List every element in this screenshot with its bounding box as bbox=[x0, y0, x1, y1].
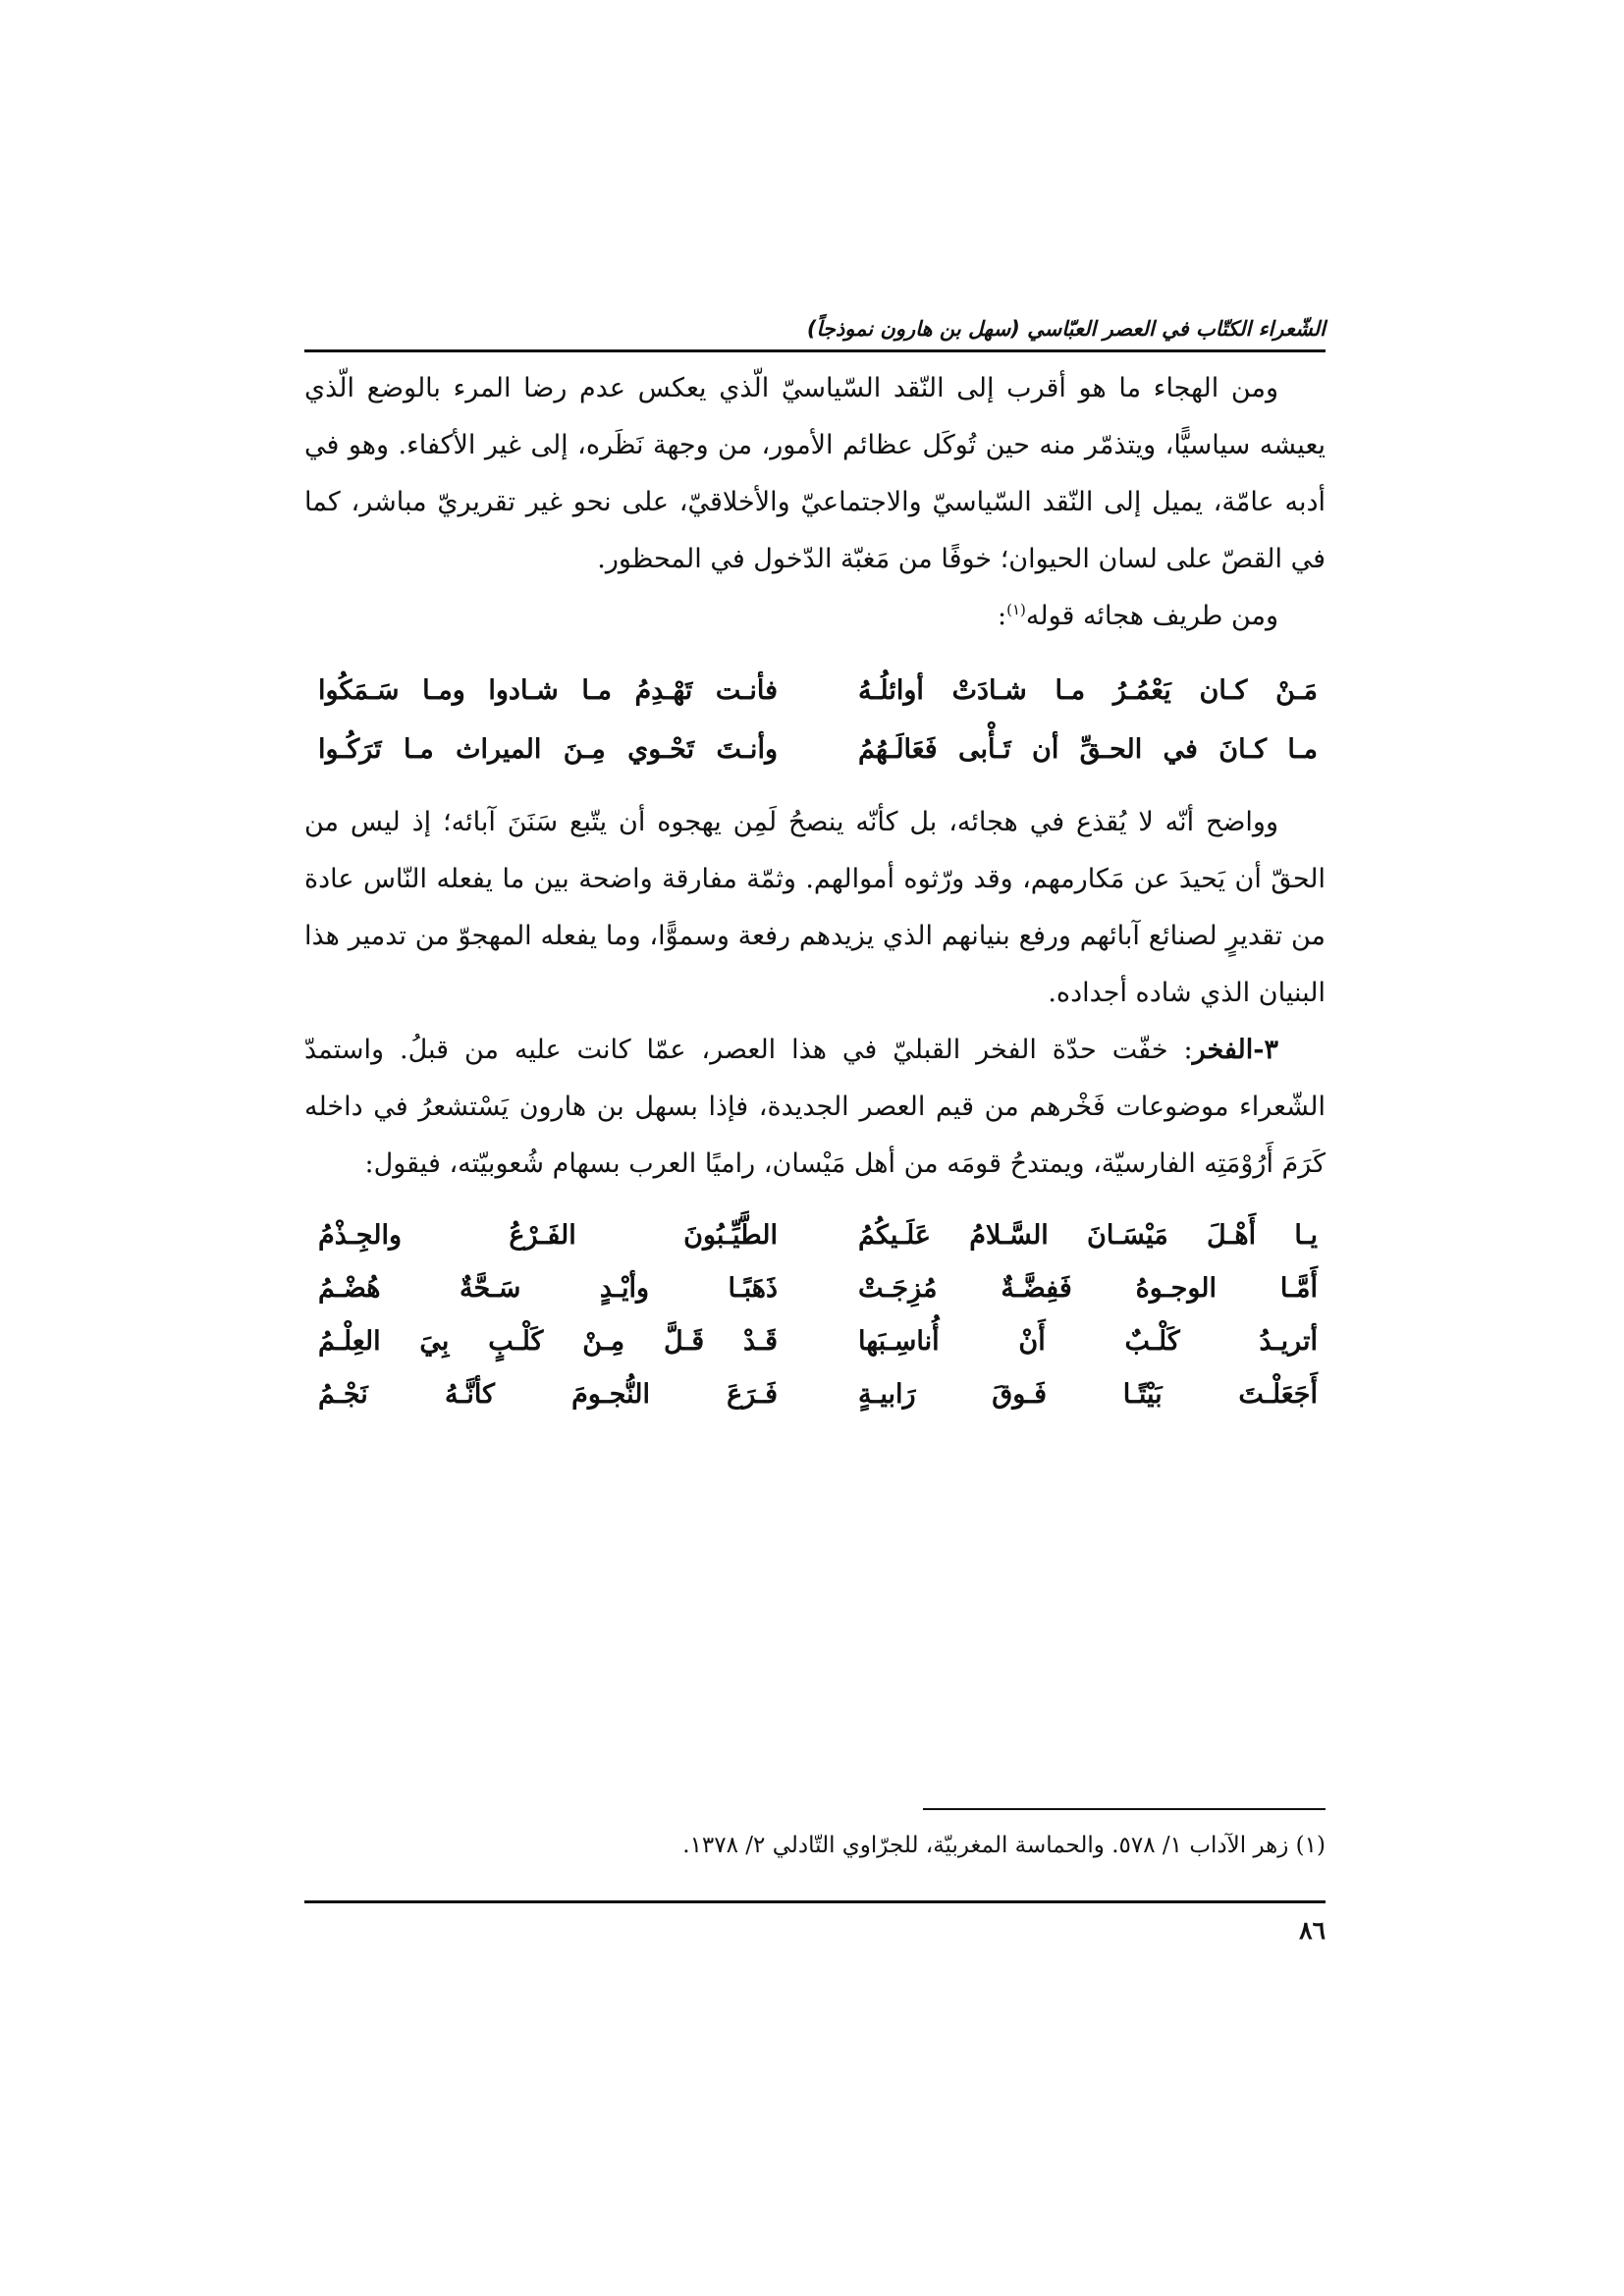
verse-second-hemistich: ذَهَبًـا وأيْـدٍ سَـحَّةٌ هُضْـمُ bbox=[318, 1272, 778, 1304]
running-header-title: الشّعراء الكتّاب في العصر العبّاسي (سهل بن هارون نموذجاً) bbox=[806, 317, 1326, 341]
footnote-marker: (١) bbox=[1006, 601, 1026, 618]
footer-rule bbox=[304, 1900, 1326, 1903]
footnote-separator bbox=[923, 1808, 1326, 1810]
verse-second-hemistich: فَـرَعَ النُّجـومَ كأنَّـهُ نَجْـمُ bbox=[318, 1378, 778, 1410]
boasting-text: : خفّت حدّة الفخر القبليّ في هذا العصر، عمّا كانت عليه من قبلُ. واستمدّ الشّعراء موضوعات فَخْرهم من قيم العصر الجديدة، فإذا بسهل بن هارون يَسْتشعرُ في داخله كَرَمَ أَرُوْمَتِه الفارسيّة، ويمتدحُ قومَه من أهل مَيْسان، راميًا العرب بسهام شُعوبيّته، فيقول: bbox=[304, 1035, 1326, 1179]
verse-first-hemistich: مـا كـانَ في الحـقِّ أن تَـأْبى فَعَالَـهُمُ bbox=[858, 733, 1318, 765]
verse-line bbox=[304, 1367, 1326, 1420]
verse-line bbox=[304, 1314, 1326, 1367]
verse-second-hemistich: وأنـتَ تَحْـوي مِـنَ الميراث مـا تَرَكُـوا bbox=[318, 733, 778, 765]
verse-second-hemistich: قَـدْ قَـلَّ مِـنْ كَلْـبٍ بِيَ العِلْـمُ bbox=[318, 1325, 778, 1357]
verse-block-satire bbox=[304, 661, 1326, 778]
verse-line bbox=[304, 720, 1326, 778]
verse-intro-colon: : bbox=[998, 601, 1007, 631]
page-number: ٨٦ bbox=[1299, 1916, 1326, 1945]
paragraph-boasting bbox=[304, 1022, 1326, 1193]
verse-first-hemistich: أَمَّـا الوجـوهُ فَفِضَّـةٌ مُزِجَـتْ bbox=[858, 1272, 1318, 1304]
paragraph-verse-intro bbox=[304, 588, 1326, 645]
page-body bbox=[304, 360, 1326, 1420]
book-page bbox=[304, 314, 1326, 1945]
footnote-text: (١) زهر الآداب ١/ ٥٧٨. والحماسة المغربيّة، للجرّاوي التّادلي ٢/ ١٣٧٨. bbox=[682, 1833, 1326, 1858]
verse-intro-text: ومن طريف هجائه قوله bbox=[1025, 601, 1278, 631]
header-rule bbox=[304, 349, 1326, 352]
verse-first-hemistich: يـا أَهْـلَ مَيْسَـانَ السَّـلامُ عَلَـيكُمُ bbox=[858, 1219, 1318, 1251]
verse-first-hemistich: أَجَعَلْـتَ بَيْتًـا فَـوقَ رَابيـةٍ bbox=[858, 1378, 1318, 1410]
footnote-area bbox=[304, 1808, 1326, 1863]
verse-line bbox=[304, 1261, 1326, 1314]
verse-line bbox=[304, 661, 1326, 720]
verse-line bbox=[304, 1208, 1326, 1261]
verse-second-hemistich: فأنـت تَهْـدِمُ مـا شـادوا ومـا سَـمَكُوا bbox=[318, 674, 778, 706]
paragraph-satire-analysis: وواضح أنّه لا يُقذع في هجائه، بل كأنّه ينصحُ لَمِن يهجوه أن يتّبع سَنَنَ آبائه؛ إذ ليس من الحقّ أن يَحيدَ عن مَكارمهم، وقد ورّثوه أموالهم. وثمّة مفارقة واضحة بين ما يفعله النّاس عادة من تقديرٍ لصنائع آبائهم ورفع بنيانهم الذي يزيدهم رفعة وسموًّا، وما يفعله المهجوّ من تدمير هذا البنيان الذي شاده أجداده. bbox=[304, 807, 1326, 1008]
paragraph-political-satire: ومن الهجاء ما هو أقرب إلى النّقد السّياسيّ الّذي يعكس عدم رضا المرء بالوضع الّذي يعيشه سياسيًّا، ويتذمّر منه حين تُوكَل عظائم الأمور، من وجهة نَظَره، إلى غير الأكفاء. وهو في أدبه عامّة، يميل إلى النّقد السّياسيّ والاجتماعيّ والأخلاقيّ، على نحو غير تقريريّ مباشر، كما في القصّ على لسان الحيوان؛ خوفًا من مَغبّة الدّخول في المحظور. bbox=[304, 373, 1326, 574]
verse-second-hemistich: الطَّيِّـبُونَ الفَـرْعُ والجِـذْمُ bbox=[318, 1219, 778, 1251]
verse-first-hemistich: أتريـدُ كَلْـبٌ أَنْ أُناسِـبَها bbox=[858, 1325, 1318, 1357]
verse-first-hemistich: مَـنْ كـان يَعْمُـرُ مـا شـادَتْ أوائلُـهُ bbox=[858, 674, 1318, 706]
verse-block-boasting bbox=[304, 1208, 1326, 1420]
section-heading-boasting: ٣-الفخر bbox=[1192, 1035, 1278, 1065]
